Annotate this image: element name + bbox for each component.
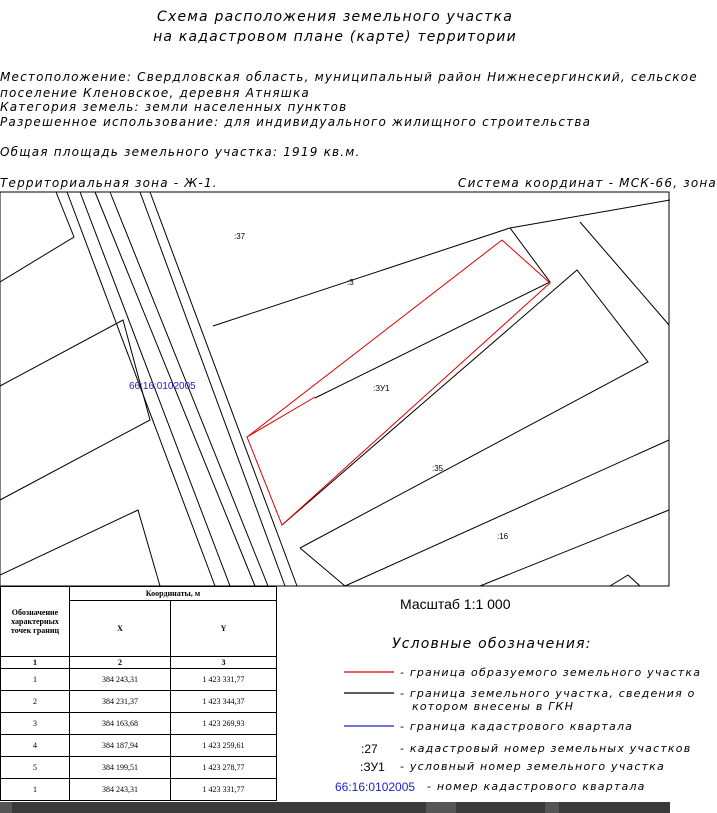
land-category: Категория земель: земли населенных пунктов [0,100,348,114]
permitted-use: Разрешенное использование: для индивидуального жилищного строительства [0,115,592,129]
point-y: 1 423 259,61 [171,735,277,757]
bar-segment [545,802,559,813]
bar-segment [0,802,12,813]
territorial-zone: Территориальная зона - Ж-1. [0,176,218,190]
point-x: 384 243,31 [70,669,171,691]
document-title-line2: на кадастровом плане (карте) территории [153,29,517,45]
point-y: 1 423 344,37 [171,691,277,713]
col-num-3: 3 [171,657,277,669]
point-y: 1 423 278,77 [171,757,277,779]
parcel-label-37: :37 [234,232,246,241]
bar-segment [426,802,456,813]
legend-block-text: - номер кадастрового квартала [427,780,646,793]
point-x: 384 231,37 [70,691,171,713]
legend-zu-sample: :ЗУ1 [360,760,385,774]
header-designation: Обозначение характерных точек границ [1,587,70,657]
legend-title: Условные обозначения: [392,636,592,652]
header-coordinates: Координаты, м [70,587,277,601]
point-id: 2 [1,691,70,713]
parcel-label-35: :35 [432,464,444,473]
point-id: 5 [1,757,70,779]
point-y: 1 423 331,77 [171,669,277,691]
total-area: Общая площадь земельного участка: 1919 кв.м. [0,145,361,159]
col-num-1: 1 [1,657,70,669]
point-x: 384 187,94 [70,735,171,757]
point-x: 384 199,51 [70,757,171,779]
legend-num-text: - кадастровый номер земельных участков [400,742,692,755]
point-x: 384 163,68 [70,713,171,735]
col-num-2: 2 [70,657,171,669]
legend-black-text-2: котором внесены в ГКН [412,700,575,713]
legend-red-text: - граница образуемого земельного участка [400,666,702,679]
point-y: 1 423 269,93 [171,713,277,735]
location-line1: Местоположение: Свердловская область, муниципальный район Нижнесергинский, сельское [0,70,698,84]
legend-blue-text: - граница кадастрового квартала [400,720,634,733]
legend-zu-text: - условный номер земельного участка [400,760,665,773]
legend-num-sample: :27 [361,742,378,756]
point-id: 1 [1,669,70,691]
point-id: 1 [1,779,70,801]
map-scale: Масштаб 1:1 000 [400,596,511,612]
point-id: 3 [1,713,70,735]
header-x: X [70,601,171,657]
location-line2: поселение Кленовское, деревня Атняшка [0,86,310,100]
parcel-label-16: :16 [497,532,509,541]
legend-black-text-1: - граница земельного участка, сведения о [400,687,696,700]
parcel-label-zu1: :ЗУ1 [373,384,390,393]
legend-block-sample: 66:16:0102005 [335,780,416,794]
header-y: Y [171,601,277,657]
point-x: 384 243,31 [70,779,171,801]
coordinate-system: Система координат - МСК-66, зона [458,176,717,190]
viewer-bottom-bar [0,802,670,813]
parcel-label-3: :3 [347,278,354,287]
document-title-line1: Схема расположения земельного участка [157,9,513,25]
block-number-map-label: 66:16:0102005 [129,381,196,392]
point-y: 1 423 331,77 [171,779,277,801]
point-id: 4 [1,735,70,757]
